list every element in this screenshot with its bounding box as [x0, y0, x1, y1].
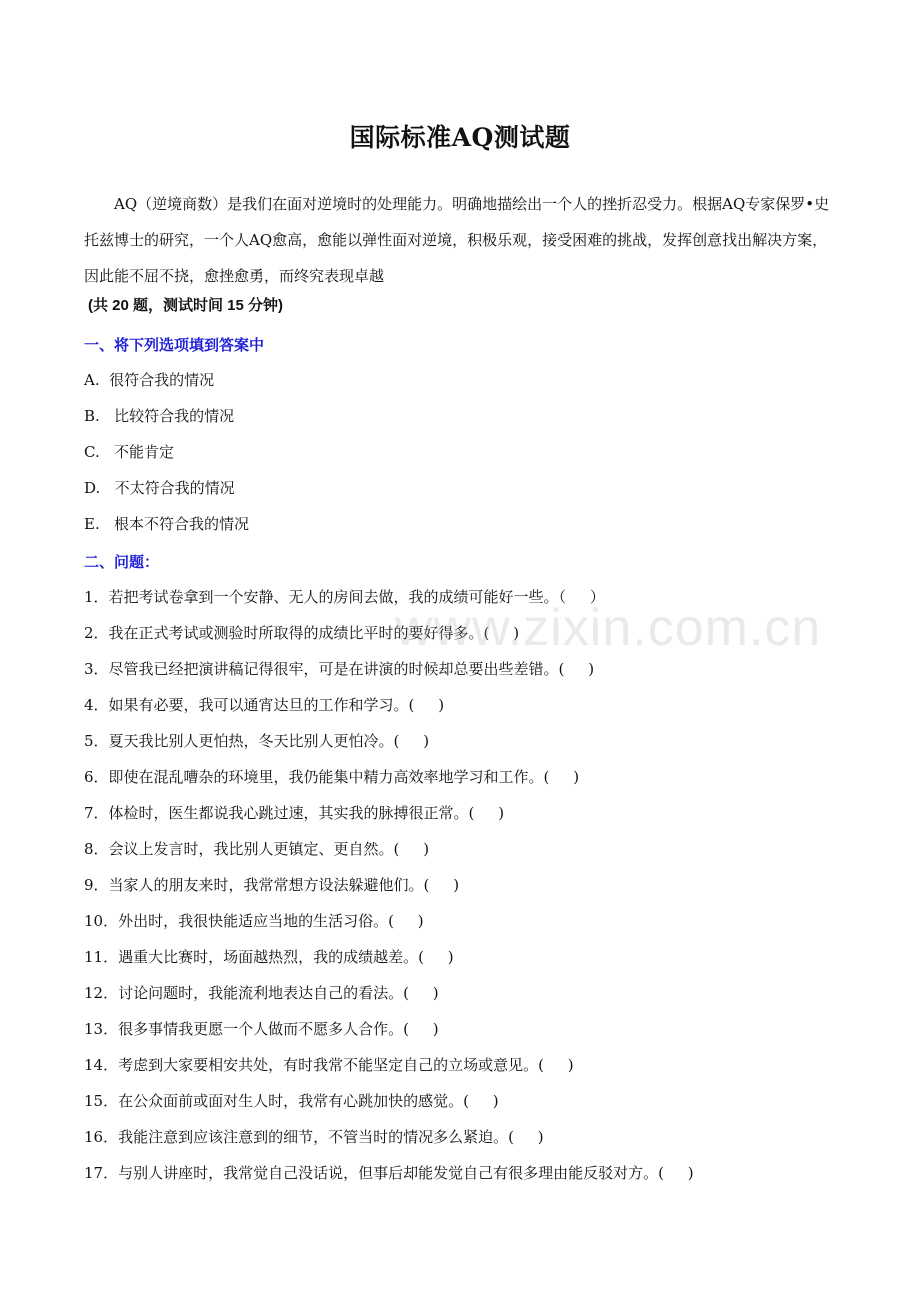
question-item: 8．会议上发言时，我比别人更镇定、更自然。( ) [84, 840, 430, 858]
question-item: 6．即使在混乱嘈杂的环境里，我仍能集中精力高效率地学习和工作。( ) [84, 768, 580, 786]
option-c: C. 不能肯定 [84, 443, 175, 461]
question-item: 2．我在正式考试或测验时所取得的成绩比平时的要好得多。( ) [84, 624, 520, 642]
intro-paragraph: AQ（逆境商数）是我们在面对逆境时的处理能力。明确地描绘出一个人的挫折忍受力。根据AQ专家保罗•史托兹博士的研究，一个人AQ愈高，愈能以弹性面对逆境，积极乐观，接受困难的挑战，发挥创意找出解决方案，因此能不屈不挠，愈挫愈勇，而终究表现卓越 [84, 195, 830, 285]
options-list [84, 362, 249, 542]
option-e: E. 根本不符合我的情况 [84, 515, 250, 533]
question-item: 14．考虑到大家要相安共处，有时我常不能坚定自己的立场或意见。( ) [84, 1056, 574, 1074]
question-item: 10．外出时，我很快能适应当地的生活习俗。( ) [84, 912, 424, 930]
question-item: 17．与别人讲座时，我常觉自己没话说，但事后却能发觉自己有很多理由能反驳对方。( ) [84, 1164, 694, 1182]
question-item: 9．当家人的朋友来时，我常常想方设法躲避他们。( ) [84, 876, 460, 894]
question-item: 3．尽管我已经把演讲稿记得很牢，可是在讲演的时候却总要出些差错。( ) [84, 660, 595, 678]
section-heading-questions: 二、问题： [84, 554, 160, 571]
questions-list [84, 579, 694, 1191]
test-note: (共 20 题，测试时间 15 分钟) [88, 297, 284, 314]
question-item: 16．我能注意到应该注意到的细节，不管当时的情况多么紧迫。( ) [84, 1128, 544, 1146]
question-item: 15．在公众面前或面对生人时，我常有心跳加快的感觉。( ) [84, 1092, 499, 1110]
option-b: B. 比较符合我的情况 [84, 407, 235, 425]
question-item: 13．很多事情我更愿一个人做而不愿多人合作。( ) [84, 1020, 439, 1038]
question-item: 11．遇重大比赛时，场面越热烈，我的成绩越差。( ) [84, 948, 454, 966]
question-item: 4．如果有必要，我可以通宵达旦的工作和学习。( ) [84, 696, 445, 714]
option-a: A. 很符合我的情况 [84, 371, 215, 389]
question-item: 7．体检时，医生都说我心跳过速，其实我的脉搏很正常。( ) [84, 804, 505, 822]
section-heading-options: 一、将下列选项填到答案中 [84, 337, 265, 354]
question-item: 5．夏天我比别人更怕热，冬天比别人更怕冷。( ) [84, 732, 430, 750]
watermark: www.zixin.com.cn [395, 599, 822, 657]
question-item: 1．若把考试卷拿到一个安静、无人的房间去做，我的成绩可能好一些。（ ） [84, 588, 605, 606]
question-item: 12．讨论问题时，我能流利地表达自己的看法。( ) [84, 984, 439, 1002]
option-d: D. 不太符合我的情况 [84, 479, 235, 497]
page-title: 国际标准AQ测试题 [349, 123, 571, 152]
